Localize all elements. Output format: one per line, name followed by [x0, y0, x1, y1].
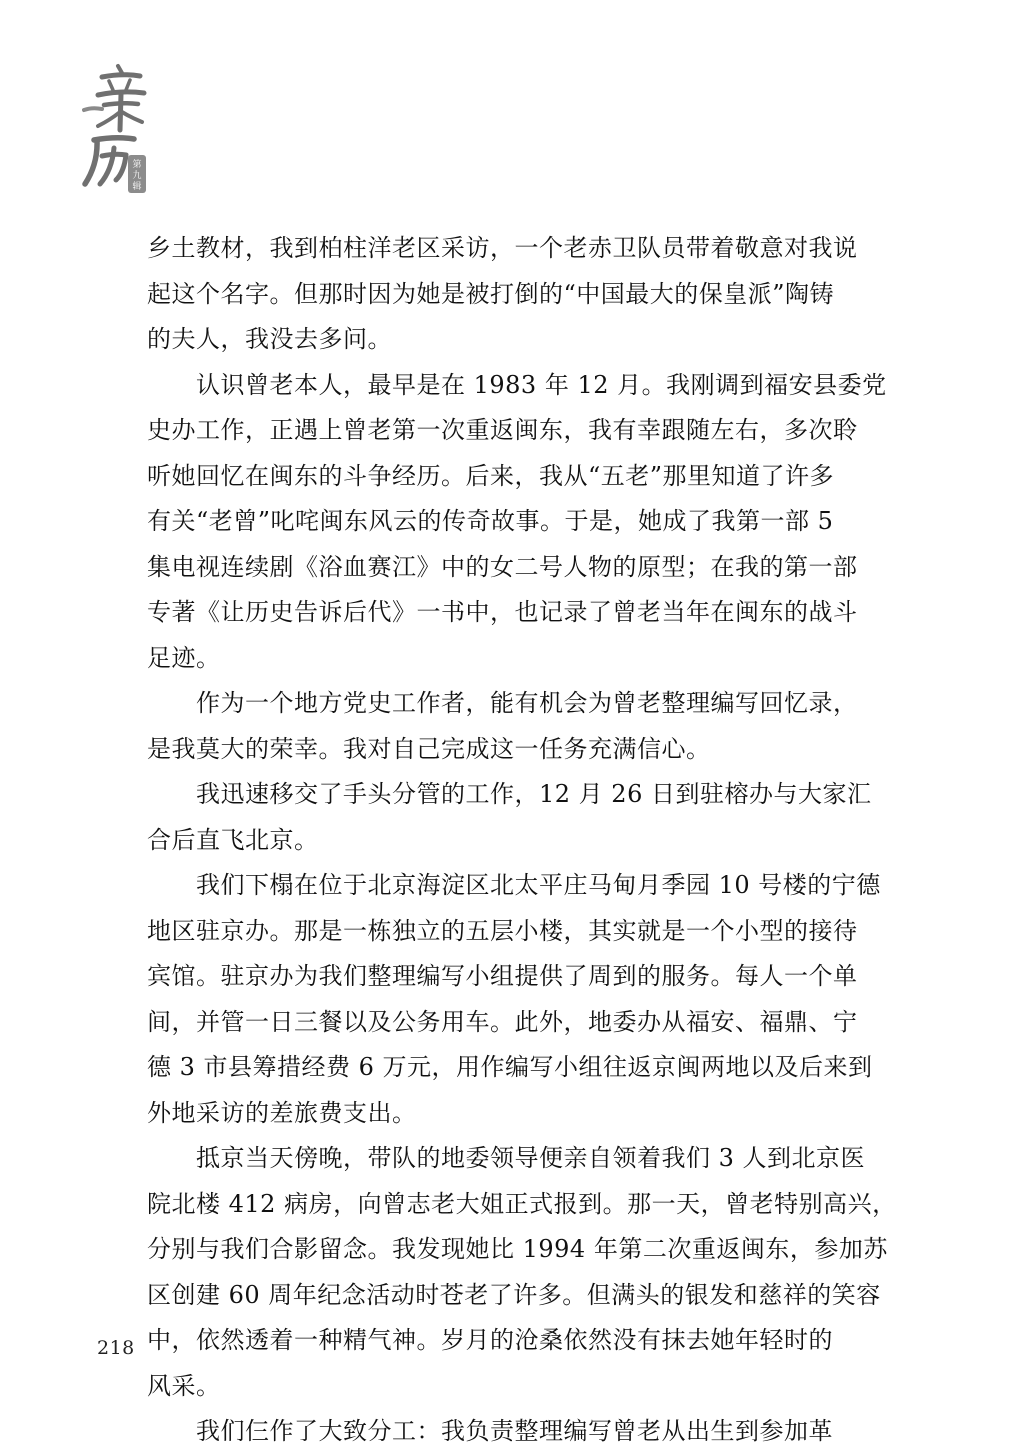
text-line: 院北楼 412 病房，向曾志老大姐正式报到。那一天，曾老特别高兴，: [147, 1189, 897, 1218]
page-number: 218: [97, 1337, 135, 1359]
text-line: 宾馆。驻京办为我们整理编写小组提供了周到的服务。每人一个单: [147, 962, 858, 990]
text-line: 听她回忆在闽东的斗争经历。后来，我从“五老”那里知道了许多: [147, 461, 835, 490]
paragraph-first-line: 认识曾老本人，最早是在 1983 年 12 月。我刚调到福安县委党: [196, 370, 887, 399]
text-line: 地区驻京办。那是一栋独立的五层小楼，其实就是一个小型的接待: [147, 916, 858, 945]
book-series-logo: [82, 60, 152, 195]
text-line: 是我莫大的荣幸。我对自己完成这一任务充满信心。: [147, 734, 711, 763]
text-line: 史办工作，正遇上曾老第一次重返闽东，我有幸跟随左右，多次聆: [147, 416, 858, 444]
paragraph-first-line: 我们下榻在位于北京海淀区北太平庄马甸月季园 10 号楼的宁德: [196, 871, 881, 899]
text-line: 集电视连续剧《浴血赛江》中的女二号人物的原型；在我的第一部: [147, 552, 858, 581]
text-line: 起这个名字。但那时因为她是被打倒的“中国最大的保皇派”陶铸: [147, 279, 835, 308]
paragraph-first-line: 我们仨作了大致分工：我负责整理编写曾老从出生到参加革: [196, 1417, 833, 1445]
paragraph-first-line: 作为一个地方党史工作者，能有机会为曾老整理编写回忆录，: [196, 689, 858, 717]
paragraph-first-line: 我迅速移交了手头分管的工作，12 月 26 日到驻榕办与大家汇: [196, 780, 872, 808]
svg-text:辑: 辑: [132, 182, 142, 192]
text-line: 有关“老曾”叱咤闽东风云的传奇故事。于是，她成了我第一部 5: [147, 507, 834, 535]
svg-text:第: 第: [132, 160, 142, 170]
text-line: 乡土教材，我到柏柱洋老区采访，一个老赤卫队员带着敬意对我说: [147, 234, 858, 262]
text-line: 间，并管一日三餐以及公务用车。此外，地委办从福安、福鼎、宁: [147, 1007, 858, 1036]
svg-text:九: 九: [132, 171, 142, 181]
text-line: 足迹。: [147, 643, 221, 672]
page-body-text: [147, 226, 897, 1455]
text-line: 的夫人，我没去多问。: [147, 325, 392, 353]
text-line: 区创建 60 周年纪念活动时苍老了许多。但满头的银发和慈祥的笑容: [147, 1280, 881, 1309]
text-line: 专著《让历史告诉后代》一书中，也记录了曾老当年在闽东的战斗: [147, 598, 858, 626]
paragraph-first-line: 抵京当天傍晚，带队的地委领导便亲自领着我们 3 人到北京医: [196, 1144, 866, 1172]
text-line: 外地采访的差旅费支出。: [147, 1098, 417, 1127]
text-line: 风采。: [147, 1371, 221, 1400]
text-line: 中，依然透着一种精气神。岁月的沧桑依然没有抹去她年轻时的: [147, 1326, 833, 1354]
text-line: 合后直飞北京。: [147, 825, 319, 854]
text-line: 德 3 市县筹措经费 6 万元，用作编写小组往返京闽两地以及后来到: [147, 1053, 873, 1081]
text-line: 分别与我们合影留念。我发现她比 1994 年第二次重返闽东，参加苏: [147, 1235, 888, 1263]
